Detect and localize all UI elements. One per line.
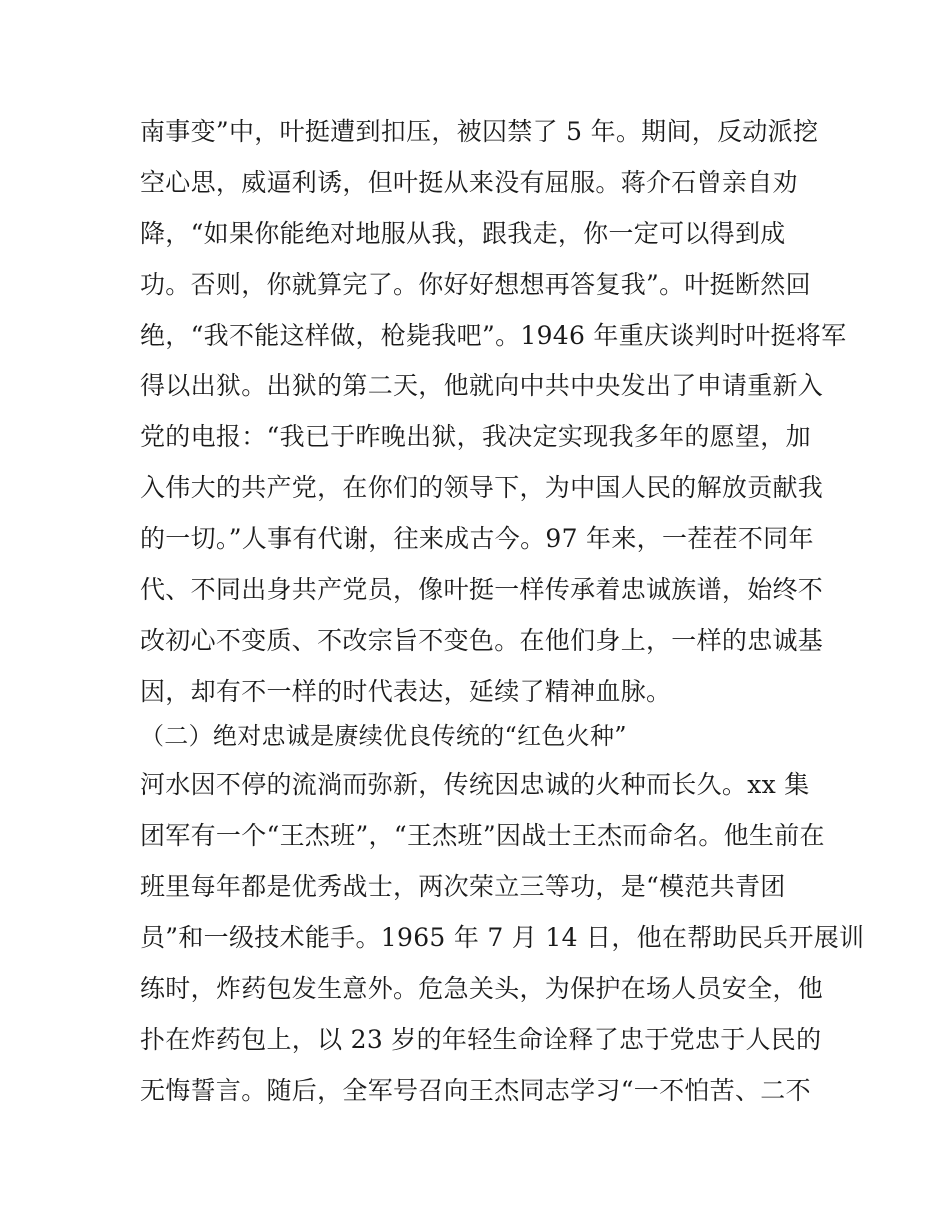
paragraph-line: 扑在炸药包上，以 23 岁的年轻生命诠释了忠于党忠于人民的 <box>140 1025 822 1054</box>
paragraph-line: 绝，“我不能这样做，枪毙我吧”。1946 年重庆谈判时叶挺将军 <box>140 321 847 350</box>
paragraph-line: 班里每年都是优秀战士，两次荣立三等功，是“模范共青团 <box>140 872 786 901</box>
paragraph-line: 的一切。”人事有代谢，往来成古今。97 年来，一茬茬不同年 <box>140 524 814 553</box>
paragraph-line: 得以出狱。出狱的第二天，他就向中共中央发出了申请重新入 <box>140 371 824 400</box>
paragraph-line: 因，却有不一样的时代表达，延续了精神血脉。 <box>140 677 672 706</box>
paragraph-line: 代、不同出身共产党员，像叶挺一样传承着忠诚族谱，始终不 <box>140 575 824 604</box>
paragraph-line: 改初心不变质、不改宗旨不变色。在他们身上，一样的忠诚基 <box>140 626 824 655</box>
paragraph-line: 无悔誓言。随后，全军号召向王杰同志学习“一不怕苦、二不 <box>140 1076 811 1105</box>
paragraph-line: 功。否则，你就算完了。你好好想想再答复我”。叶挺断然回 <box>140 270 811 299</box>
paragraph-line: 降，“如果你能绝对地服从我，跟我走，你一定可以得到成 <box>140 219 786 248</box>
paragraph-line: 空心思，威逼利诱，但叶挺从来没有屈服。蒋介石曾亲自劝 <box>140 168 798 197</box>
paragraph-line: 员”和一级技术能手。1965 年 7 月 14 日，他在帮助民兵开展训 <box>140 923 865 952</box>
paragraph-line: 团军有一个“王杰班”，“王杰班”因战士王杰而命名。他生前在 <box>140 821 825 850</box>
section-heading: （二）绝对忠诚是赓续优良传统的“红色火种” <box>140 722 627 750</box>
paragraph-line: 南事变”中，叶挺遭到扣压，被囚禁了 5 年。期间，反动派挖 <box>140 117 819 146</box>
paragraph-line: 河水因不停的流淌而弥新，传统因忠诚的火种而长久。xx 集 <box>140 770 810 799</box>
paragraph-line: 入伟大的共产党，在你们的领导下，为中国人民的解放贡献我 <box>140 473 824 502</box>
paragraph-line: 党的电报：“我已于昨晚出狱，我决定实现我多年的愿望，加 <box>140 422 811 451</box>
paragraph-line: 练时，炸药包发生意外。危急关头，为保护在场人员安全，他 <box>140 974 824 1003</box>
